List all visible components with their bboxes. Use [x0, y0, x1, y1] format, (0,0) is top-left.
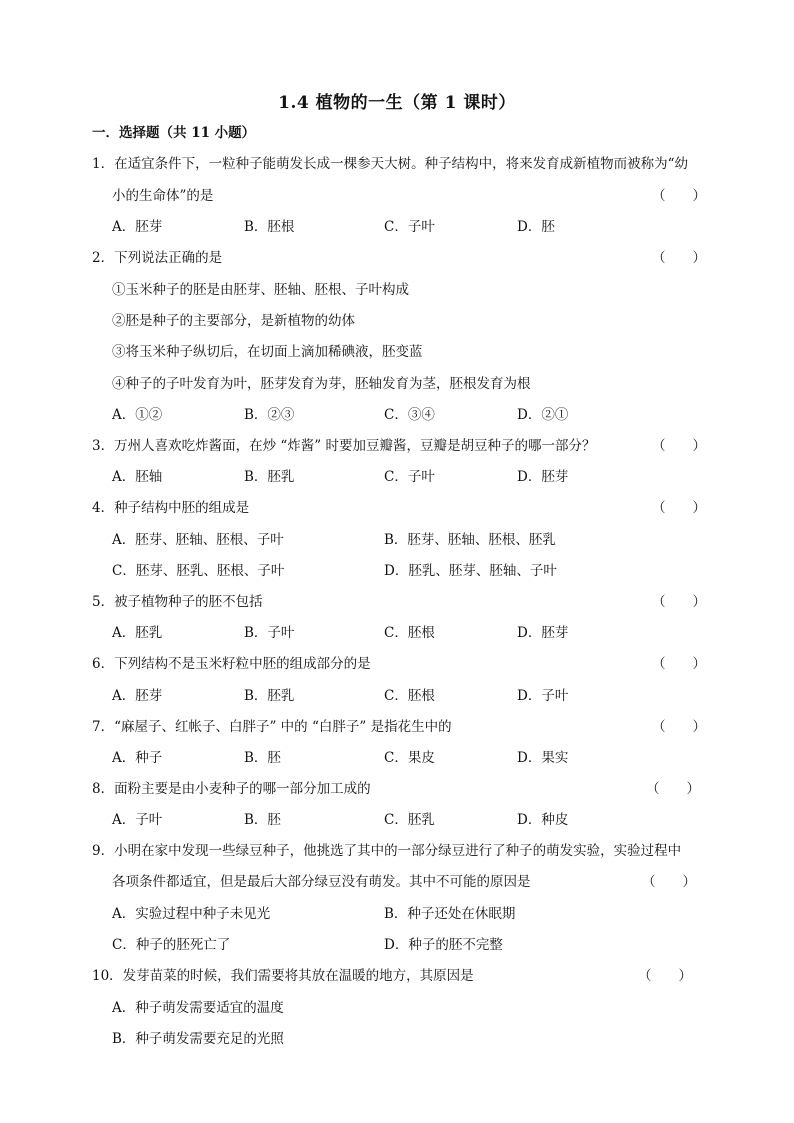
- question-6-option-a: A．胚芽: [112, 688, 163, 704]
- question-2-option-a: A．①②: [112, 407, 163, 423]
- question-2-statement-2: ②胚是种子的主要部分，是新植物的幼体: [112, 313, 355, 329]
- question-4-answer-paren: （ ）: [652, 500, 706, 516]
- section-heading: 一．选择题（共 11 小题）: [92, 125, 256, 141]
- question-6-stem: 6．下列结构不是玉米籽粒中胚的组成部分的是: [92, 656, 371, 672]
- question-5-option-d: D．胚芽: [517, 625, 569, 641]
- question-2-statement-4: ④种子的子叶发育为叶，胚芽发育为芽，胚轴发育为茎，胚根发育为根: [112, 376, 531, 392]
- question-3-option-b: B．胚乳: [244, 469, 295, 485]
- question-3-answer-paren: （ ）: [652, 438, 706, 454]
- question-9-answer-paren: （ ）: [642, 874, 696, 890]
- question-2-stem: 2．下列说法正确的是: [92, 250, 223, 266]
- question-8-option-c: C．胚乳: [384, 812, 435, 828]
- question-4-option-a: A．胚芽、胚轴、胚根、子叶: [112, 532, 284, 548]
- question-9-option-a: A．实验过程中种子未见光: [112, 906, 271, 922]
- question-3-option-a: A．胚轴: [112, 469, 163, 485]
- question-8-option-a: A．子叶: [112, 812, 163, 828]
- question-1-stem-line1: 1．在适宜条件下，一粒种子能萌发长成一棵参天大树。种子结构中，将来发育成新植物而被称为“幼: [92, 156, 688, 172]
- question-9-option-c: C．种子的胚死亡了: [112, 937, 231, 953]
- question-10-answer-paren: （ ）: [638, 968, 692, 984]
- question-8-option-b: B．胚: [244, 812, 281, 828]
- question-9-stem-line2: 各项条件都适宜，但是最后大部分绿豆没有萌发。其中不可能的原因是: [112, 874, 531, 890]
- question-3-stem: 3．万州人喜欢吃炸酱面，在炒 “炸酱” 时要加豆瓣酱，豆瓣是胡豆种子的哪一部分？: [92, 438, 596, 454]
- question-6-answer-paren: （ ）: [652, 656, 706, 672]
- question-1-option-d: D．胚: [517, 219, 555, 235]
- question-10-stem: 10．发芽苗菜的时候，我们需要将其放在温暖的地方，其原因是: [92, 968, 474, 984]
- question-5-answer-paren: （ ）: [652, 594, 706, 610]
- question-2-option-b: B．②③: [244, 407, 295, 423]
- question-6-option-d: D．子叶: [517, 688, 569, 704]
- question-5-option-b: B．子叶: [244, 625, 295, 641]
- page-title: 1.4 植物的一生（第 1 课时）: [278, 93, 516, 113]
- question-8-option-d: D．种皮: [517, 812, 569, 828]
- question-4-stem: 4．种子结构中胚的组成是: [92, 500, 250, 516]
- question-2-option-d: D．②①: [517, 407, 569, 423]
- question-7-option-d: D．果实: [517, 750, 569, 766]
- question-7-option-b: B．胚: [244, 750, 281, 766]
- question-2-answer-paren: （ ）: [652, 250, 706, 266]
- question-9-stem-line1: 9．小明在家中发现一些绿豆种子，他挑选了其中的一部分绿豆进行了种子的萌发实验，实验过程中: [92, 843, 682, 859]
- question-2-option-c: C．③④: [384, 407, 435, 423]
- question-4-option-b: B．胚芽、胚轴、胚根、胚乳: [384, 532, 556, 548]
- question-10-option-a: A．种子萌发需要适宜的温度: [112, 1000, 284, 1016]
- question-5-option-c: C．胚根: [384, 625, 435, 641]
- question-8-stem: 8．面粉主要是由小麦种子的哪一部分加工成的: [92, 781, 371, 797]
- question-2-statement-3: ③将玉米种子纵切后，在切面上滴加稀碘液，胚变蓝: [112, 344, 423, 360]
- question-5-stem: 5．被子植物种子的胚不包括: [92, 594, 263, 610]
- question-1-option-c: C．子叶: [384, 219, 435, 235]
- question-9-option-b: B．种子还处在休眠期: [384, 906, 516, 922]
- question-5-option-a: A．胚乳: [112, 625, 163, 641]
- question-2-statement-1: ①玉米种子的胚是由胚芽、胚轴、胚根、子叶构成: [112, 282, 409, 298]
- question-4-option-d: D．胚乳、胚芽、胚轴、子叶: [384, 563, 557, 579]
- question-1-answer-paren: （ ）: [652, 188, 706, 204]
- question-7-option-c: C．果皮: [384, 750, 435, 766]
- question-1-option-b: B．胚根: [244, 219, 295, 235]
- question-7-stem: 7．“麻屋子、红帐子、白胖子” 中的 “白胖子” 是指花生中的: [92, 719, 452, 735]
- question-7-option-a: A．种子: [112, 750, 163, 766]
- question-3-option-c: C．子叶: [384, 469, 435, 485]
- question-4-option-c: C．胚芽、胚乳、胚根、子叶: [112, 563, 285, 579]
- question-7-answer-paren: （ ）: [652, 719, 706, 735]
- question-8-answer-paren: （ ）: [646, 781, 700, 797]
- question-1-option-a: A．胚芽: [112, 219, 163, 235]
- question-6-option-c: C．胚根: [384, 688, 435, 704]
- question-9-option-d: D．种子的胚不完整: [384, 937, 503, 953]
- question-3-option-d: D．胚芽: [517, 469, 569, 485]
- question-6-option-b: B．胚乳: [244, 688, 295, 704]
- question-10-option-b: B．种子萌发需要充足的光照: [112, 1031, 284, 1047]
- question-1-stem-line2: 小的生命体”的是: [112, 188, 214, 204]
